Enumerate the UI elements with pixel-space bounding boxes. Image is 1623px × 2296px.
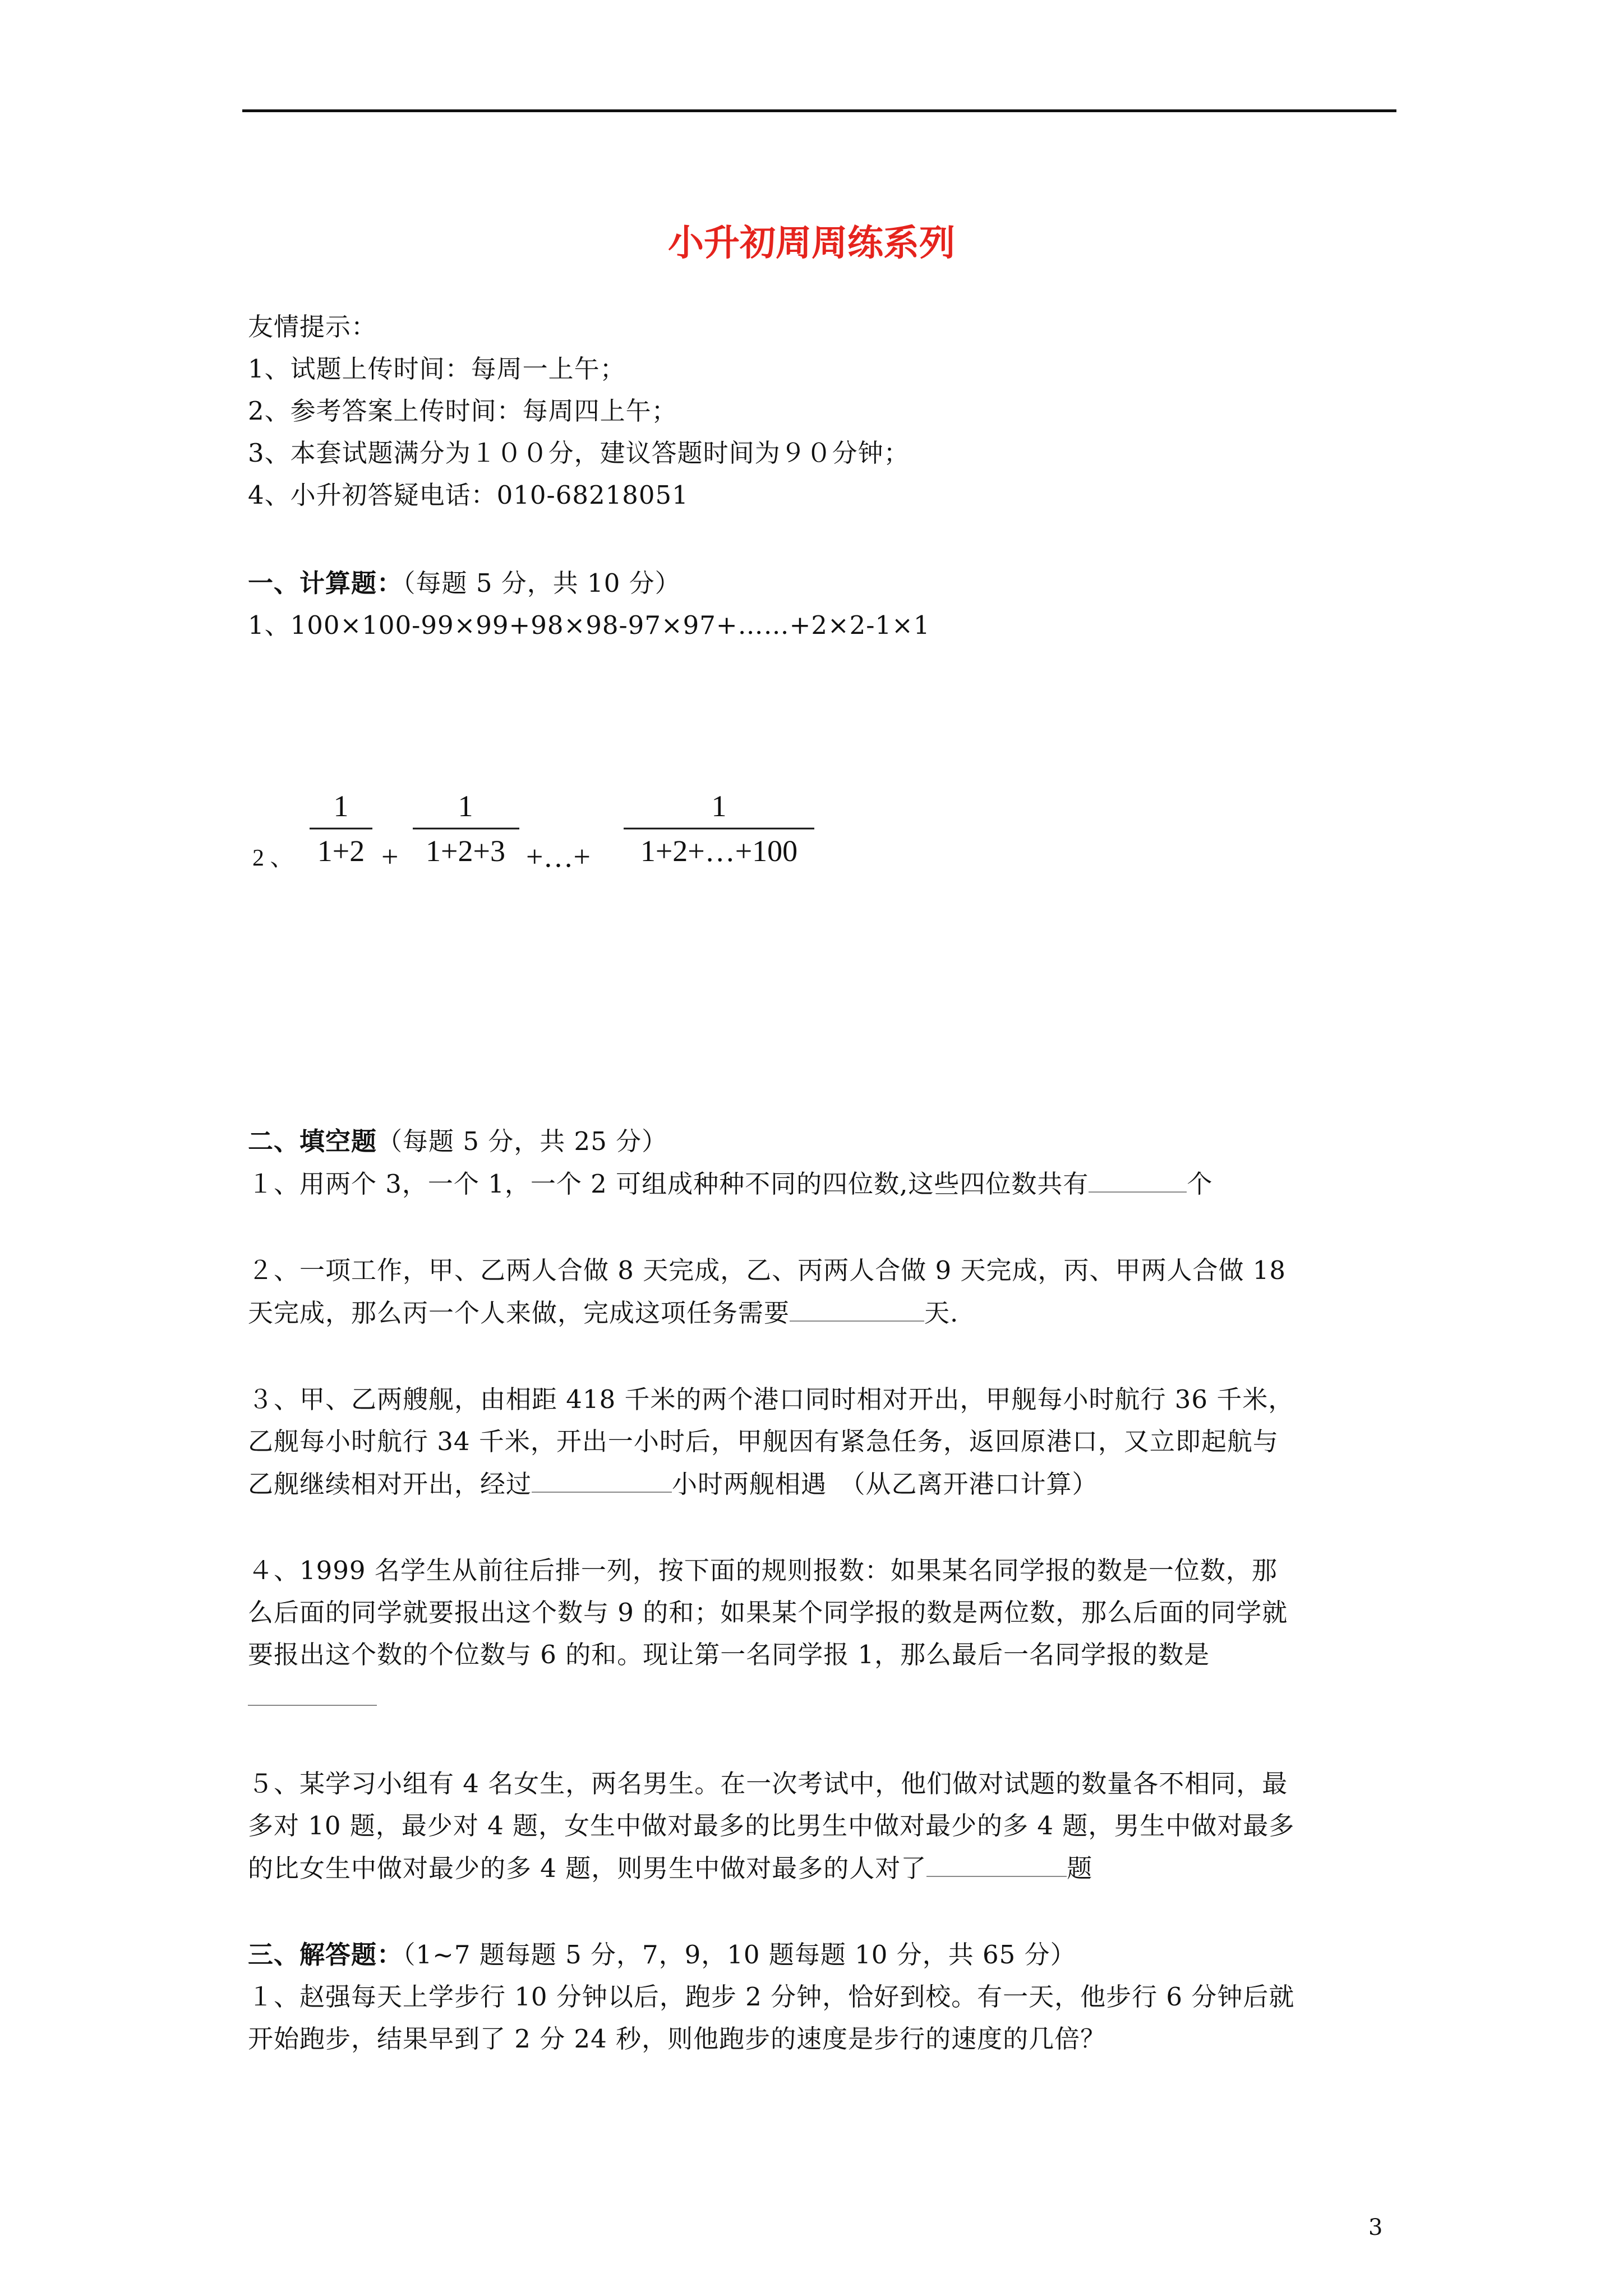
section1-header bbox=[248, 567, 681, 600]
tip-item-3: 3、本套试题满分为１００分，建议答题时间为９０分钟； bbox=[248, 438, 910, 468]
section2-q4-line3: 要报出这个数的个位数与 6 的和。现让第一名同学报 1，那么最后一名同学报的数是 bbox=[248, 1640, 1210, 1669]
page-title: 小升初周周练系列 bbox=[668, 222, 955, 264]
plus-sign: + bbox=[381, 840, 399, 872]
fraction-1-numerator: 1 bbox=[333, 789, 349, 823]
answer-blank[interactable] bbox=[790, 1296, 924, 1322]
ellipsis-term: +…+ bbox=[526, 840, 591, 872]
q5-after: 题 bbox=[1067, 1853, 1093, 1883]
q5-text: 的比女生中做对最少的多 4 题，则男生中做对最多的人对了 bbox=[248, 1853, 927, 1883]
fraction-3-numerator: 1 bbox=[711, 789, 727, 823]
section1-note: （每题 5 分，共 10 分） bbox=[403, 568, 681, 598]
section2-heading: 二、填空题 bbox=[248, 1126, 377, 1156]
q2-after: 天. bbox=[924, 1298, 959, 1328]
section2-q2-line1: ２、一项工作，甲、乙两人合做 8 天完成，乙、丙两人合做 9 天完成，丙、甲两人合做 18 bbox=[248, 1255, 1287, 1285]
tip-item-1: 1、试题上传时间：每周一上午； bbox=[248, 354, 626, 384]
section2-q1 bbox=[248, 1167, 1212, 1201]
section2-q5-line3 bbox=[248, 1851, 1092, 1885]
fraction-3-denominator: 1+2+…+100 bbox=[640, 834, 798, 868]
section2-q3-line1: ３、甲、乙两艘舰，由相距 418 千米的两个港口同时相对开出，甲舰每小时航行 36 千米， bbox=[248, 1384, 1294, 1414]
section2-q5-line2: 多对 10 题，最少对 4 题，女生中做对最多的比男生中做对最少的多 4 题，男生中做对最多 bbox=[248, 1811, 1295, 1841]
answer-blank[interactable] bbox=[926, 1851, 1067, 1877]
section3-header bbox=[248, 1938, 1076, 1972]
q2-text: 天完成，那么丙一个人来做，完成这项任务需要 bbox=[248, 1298, 790, 1328]
q1-text: １、用两个 3，一个 1，一个 2 可组成种种不同的四位数,这些四位数共有 bbox=[248, 1169, 1089, 1199]
section2-q5-line1: ５、某学习小组有 4 名女生，两名男生。在一次考试中，他们做对试题的数量各不相同，最 bbox=[248, 1769, 1288, 1798]
fraction-1-denominator: 1+2 bbox=[317, 834, 365, 868]
fraction-sum bbox=[247, 788, 864, 872]
section2-header bbox=[248, 1125, 667, 1158]
fraction-2-numerator: 1 bbox=[458, 789, 473, 823]
section1-heading: 一、计算题： bbox=[248, 568, 403, 598]
section2-q3-line3 bbox=[248, 1467, 1098, 1501]
q2-label: 2 、 bbox=[252, 845, 294, 871]
section3-heading: 三、解答题： bbox=[248, 1940, 403, 1970]
fraction-2-denominator: 1+2+3 bbox=[426, 834, 505, 868]
q1-after: 个 bbox=[1187, 1169, 1213, 1199]
section2-q3-line2: 乙舰每小时航行 34 千米，开出一小时后，甲舰因有紧急任务，返回原港口，又立即起航与 bbox=[248, 1427, 1279, 1456]
q3-text: 乙舰继续相对开出，经过 bbox=[248, 1469, 532, 1499]
q3-after: 小时两舰相遇 （从乙离开港口计算） bbox=[672, 1469, 1098, 1499]
answer-blank[interactable] bbox=[532, 1467, 672, 1493]
section2-q4-line1: ４、1999 名学生从前往后排一列，按下面的规则报数：如果某名同学报的数是一位数，那 bbox=[248, 1556, 1278, 1585]
answer-blank[interactable] bbox=[1089, 1167, 1187, 1193]
section3-q1-line2: 开始跑步，结果早到了 2 分 24 秒，则他跑步的速度是步行的速度的几倍？ bbox=[248, 2024, 1106, 2054]
tips-heading: 友情提示： bbox=[248, 312, 377, 342]
section1-q2-formula bbox=[247, 788, 864, 872]
section2-q2-line2 bbox=[248, 1296, 958, 1330]
section3-note: （1~7 题每题 5 分，7，9，10 题每题 10 分，共 65 分） bbox=[403, 1940, 1076, 1970]
tip-item-4: 4、小升初答疑电话：010-68218051 bbox=[248, 480, 689, 510]
section1-q1: 1、100×100-99×99+98×98-97×97+……+2×2-1×1 bbox=[248, 610, 930, 640]
tip-item-2: 2、参考答案上传时间：每周四上午； bbox=[248, 396, 677, 426]
answer-blank[interactable] bbox=[248, 1680, 377, 1706]
page-number: 3 bbox=[1368, 2215, 1383, 2240]
section3-q1-line1: １、赵强每天上学步行 10 分钟以后，跑步 2 分钟，恰好到校。有一天，他步行 6 分钟后就 bbox=[248, 1982, 1295, 2012]
section2-q4-line2: 么后面的同学就要报出这个数与 9 的和；如果某个同学报的数是两位数，那么后面的同学就 bbox=[248, 1598, 1288, 1627]
section2-note: （每题 5 分，共 25 分） bbox=[377, 1126, 668, 1156]
section2-q4-line4 bbox=[248, 1680, 377, 1714]
header-rule bbox=[242, 109, 1396, 112]
